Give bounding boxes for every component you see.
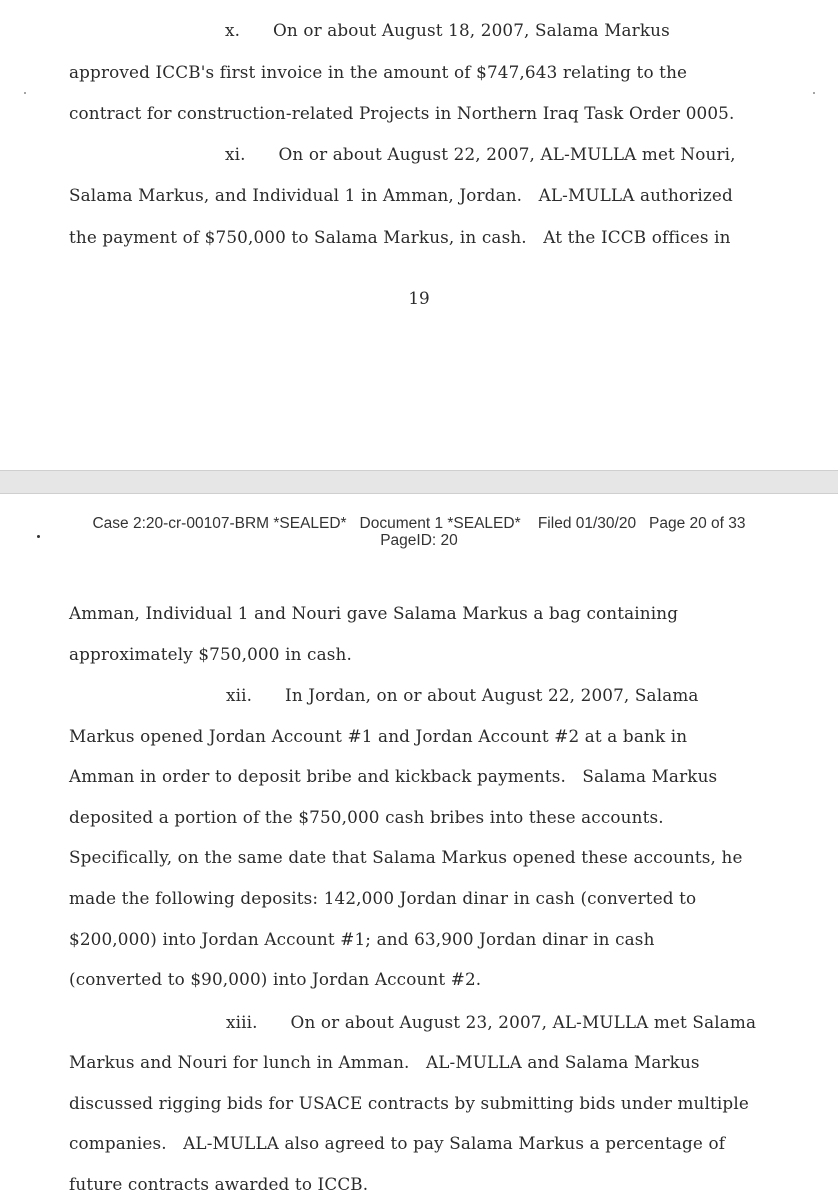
page-19-paragraph-xi-line-1: xi. On or about August 22, 2007, AL-MULLA met Nouri, [225, 144, 736, 164]
page-20-line-2: approximately $750,000 in cash. [69, 644, 352, 664]
page-20-paragraph-xii-line-2: Markus opened Jordan Account #1 and Jordan Account #2 at a bank in [69, 726, 688, 746]
page-19-paragraph-x-line-3: contract for construction-related Projects in Northern Iraq Task Order 0005. [69, 103, 735, 123]
scan-speck [813, 92, 815, 94]
page-20-paragraph-xii-line-8: (converted to $90,000) into Jordan Account #2. [69, 969, 482, 989]
case-header-pageid: PageID: 20 [380, 532, 458, 549]
page-20-paragraph-xiii-line-2: Markus and Nouri for lunch in Amman. AL-MULLA and Salama Markus [69, 1052, 700, 1072]
page-20-paragraph-xiii-line-3: discussed rigging bids for USACE contracts by submitting bids under multiple [69, 1093, 749, 1113]
page-20-paragraph-xii-line-1: xii. In Jordan, on or about August 22, 2007, Salama [226, 685, 699, 705]
page-20-paragraph-xii-line-4: deposited a portion of the $750,000 cash bribes into these accounts. [69, 807, 664, 827]
scan-speck [24, 92, 26, 94]
page-19-paragraph-x-line-2: approved ICCB's first invoice in the amount of $747,643 relating to the [69, 62, 688, 82]
page-20-paragraph-xii-line-6: made the following deposits: 142,000 Jordan dinar in cash (converted to [69, 888, 697, 908]
page-20-paragraph-xii-line-7: $200,000) into Jordan Account #1; and 63,900 Jordan dinar in cash [69, 929, 655, 949]
page-19-paragraph-xi-line-2: Salama Markus, and Individual 1 in Amman, Jordan. AL-MULLA authorized [69, 185, 733, 205]
page-20-paragraph-xiii-line-1: xiii. On or about August 23, 2007, AL-MULLA met Salama [226, 1012, 757, 1032]
page-20-paragraph-xiii-line-5: future contracts awarded to ICCB. [69, 1174, 369, 1194]
page-number: 19 [408, 288, 430, 308]
page-separator [0, 470, 838, 494]
page-20-paragraph-xii-line-3: Amman in order to deposit bribe and kickback payments. Salama Markus [69, 766, 718, 786]
case-header-line-1: Case 2:20-cr-00107-BRM *SEALED* Document 1 *SEALED* Filed 01/30/20 Page 20 of 33 [92, 515, 746, 532]
page-20-paragraph-xii-line-5: Specifically, on the same date that Salama Markus opened these accounts, he [69, 847, 743, 867]
page-20-line-1: Amman, Individual 1 and Nouri gave Salama Markus a bag containing [69, 603, 679, 623]
page-19-paragraph-x-line-1: x. On or about August 18, 2007, Salama Markus [225, 20, 670, 40]
page-20-paragraph-xiii-line-4: companies. AL-MULLA also agreed to pay Salama Markus a percentage of [69, 1133, 726, 1153]
page-19-paragraph-xi-line-3: the payment of $750,000 to Salama Markus, in cash. At the ICCB offices in [69, 227, 731, 247]
